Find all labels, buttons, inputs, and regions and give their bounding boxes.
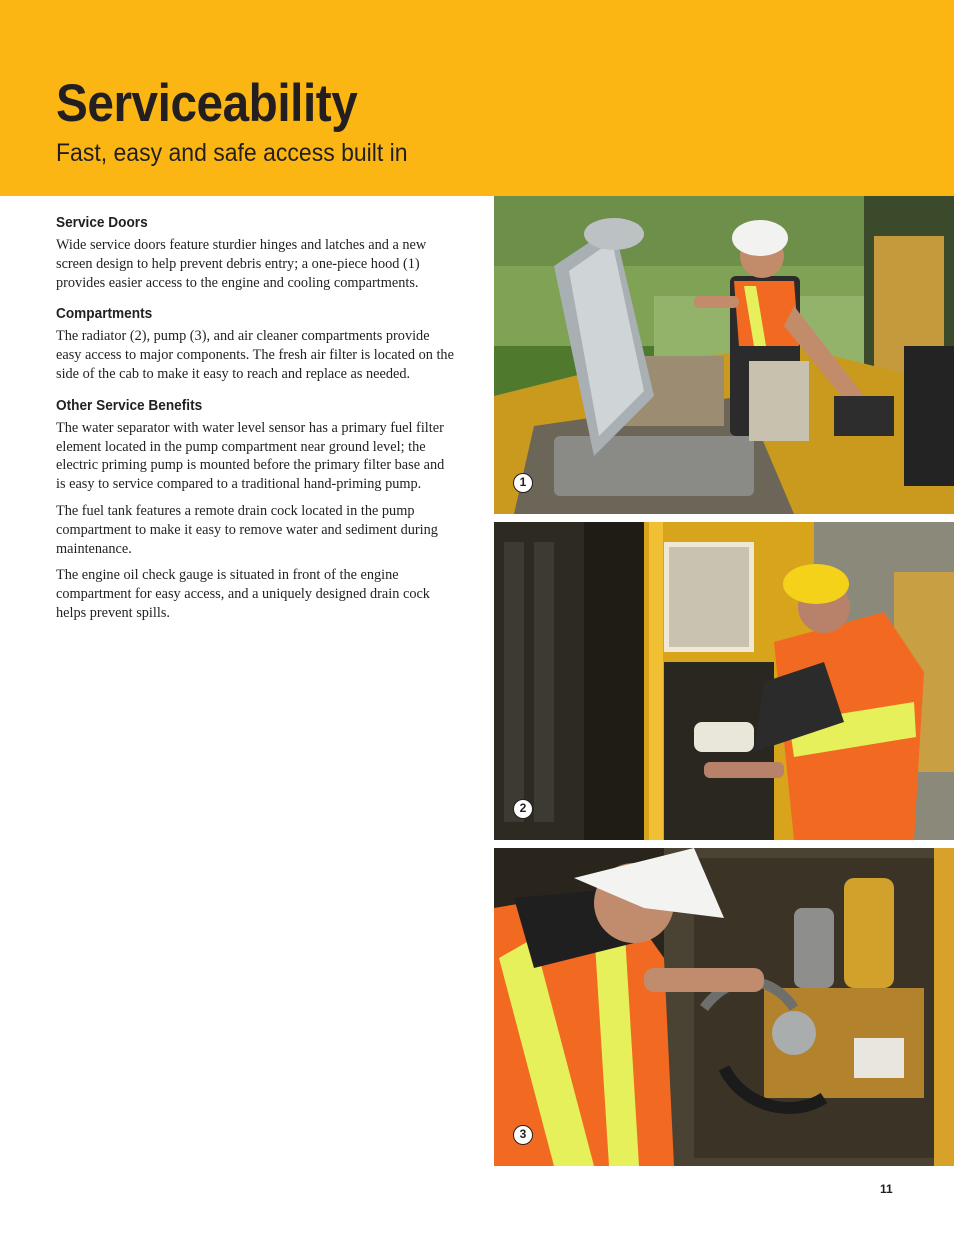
photo-hood-access-image — [494, 196, 954, 514]
photo-number-badge: 2 — [513, 799, 533, 819]
section-paragraph: The water separator with water level sensor has a primary fuel filter element located in the pump compartment near ground level; the electric priming pump is mounted before the primary filter base and is easy to service compared to a traditional hand-priming pump. — [56, 419, 445, 493]
photo-hood-access — [494, 196, 954, 514]
section-heading: Compartments — [56, 306, 153, 323]
body-text-column — [56, 213, 456, 635]
section-paragraph: The fuel tank features a remote drain cock located in the pump compartment to make it easy to remove water and sediment during maintenance. — [56, 502, 438, 557]
section-service-doors — [56, 213, 456, 292]
photo-number-badge: 1 — [513, 473, 533, 493]
section-paragraph: Wide service doors feature sturdier hinges and latches and a new screen design to help prevent debris entry; a one-piece hood (1) provides easier access to the engine and cooling compartments. — [56, 237, 427, 291]
section-heading: Other Service Benefits — [56, 397, 203, 414]
section-compartments — [56, 304, 456, 383]
photo-number-badge: 3 — [513, 1125, 533, 1145]
page-title: Serviceability — [56, 74, 358, 133]
section-paragraph: The engine oil check gauge is situated in front of the engine compartment for easy access, and a uniquely designed drain cock helps prevent spills. — [56, 567, 430, 621]
section-other-service-benefits — [56, 396, 456, 623]
page-subtitle: Fast, easy and safe access built in — [56, 139, 408, 167]
page-number: 11 — [880, 1182, 893, 1196]
section-paragraph: The radiator (2), pump (3), and air cleaner compartments provide easy access to major components. The fresh air filter is located on the side of the cab to make it easy to reach and replace as needed. — [56, 328, 454, 382]
header-banner — [0, 0, 954, 196]
photo-pump-compartment — [494, 848, 954, 1166]
photo-pump-compartment-image — [494, 848, 954, 1166]
photo-radiator-compartment-image — [494, 522, 954, 840]
section-heading: Service Doors — [56, 215, 148, 231]
photo-radiator-compartment — [494, 522, 954, 840]
